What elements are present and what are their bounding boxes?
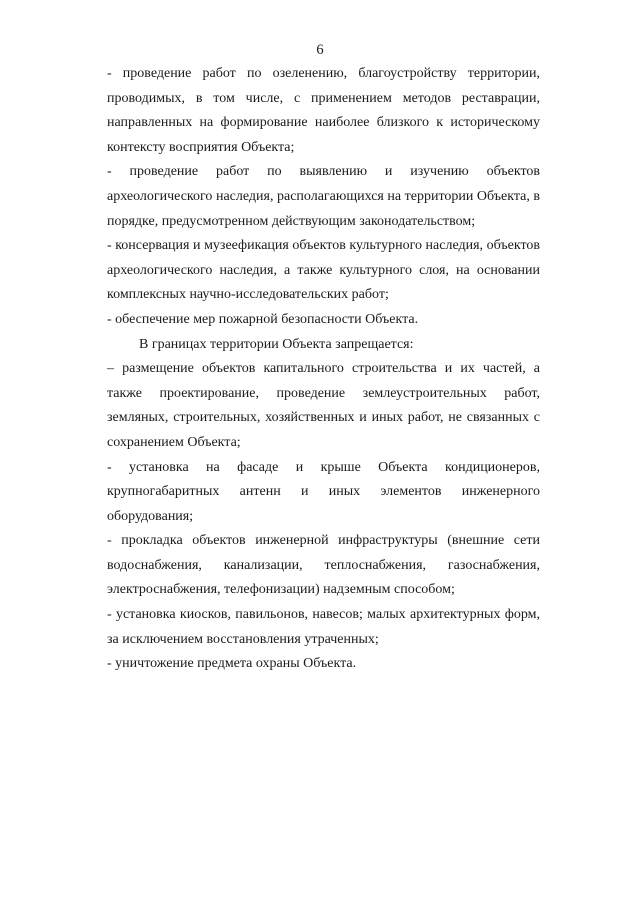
list-item: - консервация и музеефикация объектов культурного наследия, объектов археологического наследия, а также культурного слоя, на основании комплексных научно-исследовательских работ; [107, 238, 540, 303]
list-item: - проведение работ по выявлению и изучению объектов археологического наследия, располагающихся на территории Объекта, в порядке, предусмотренном действующим законодательством; [107, 164, 540, 229]
list-item: - прокладка объектов инженерной инфраструктуры (внешние сети водоснабжения, канализации, теплоснабжения, газоснабжения, электроснабжения, телефонизации) надземным способом; [107, 533, 540, 598]
section-heading: В границах территории Объекта запрещается: [139, 336, 414, 352]
list-item: - уничтожение предмета охраны Объекта. [107, 656, 357, 672]
list-item: - установка киосков, павильонов, навесов; малых архитектурных форм, за исключением восстановления утраченных; [107, 607, 540, 647]
document-body [107, 62, 540, 677]
page-number: 6 [316, 42, 324, 58]
list-item: - обеспечение мер пожарной безопасности Объекта. [107, 311, 419, 327]
list-item: - установка на фасаде и крыше Объекта кондиционеров, крупногабаритных антенн и иных элементов инженерного оборудования; [107, 459, 540, 524]
list-item: – размещение объектов капитального строительства и их частей, а также проектирование, проведение землеустроительных работ, земляных, строительных, хозяйственных и иных работ, не связанных с сохранением Объекта; [107, 361, 540, 450]
list-item: - проведение работ по озеленению, благоустройству территории, проводимых, в том числе, с применением методов реставрации, направленных на формирование наиболее близкого к историческому контексту восприятия Объекта; [107, 66, 540, 155]
